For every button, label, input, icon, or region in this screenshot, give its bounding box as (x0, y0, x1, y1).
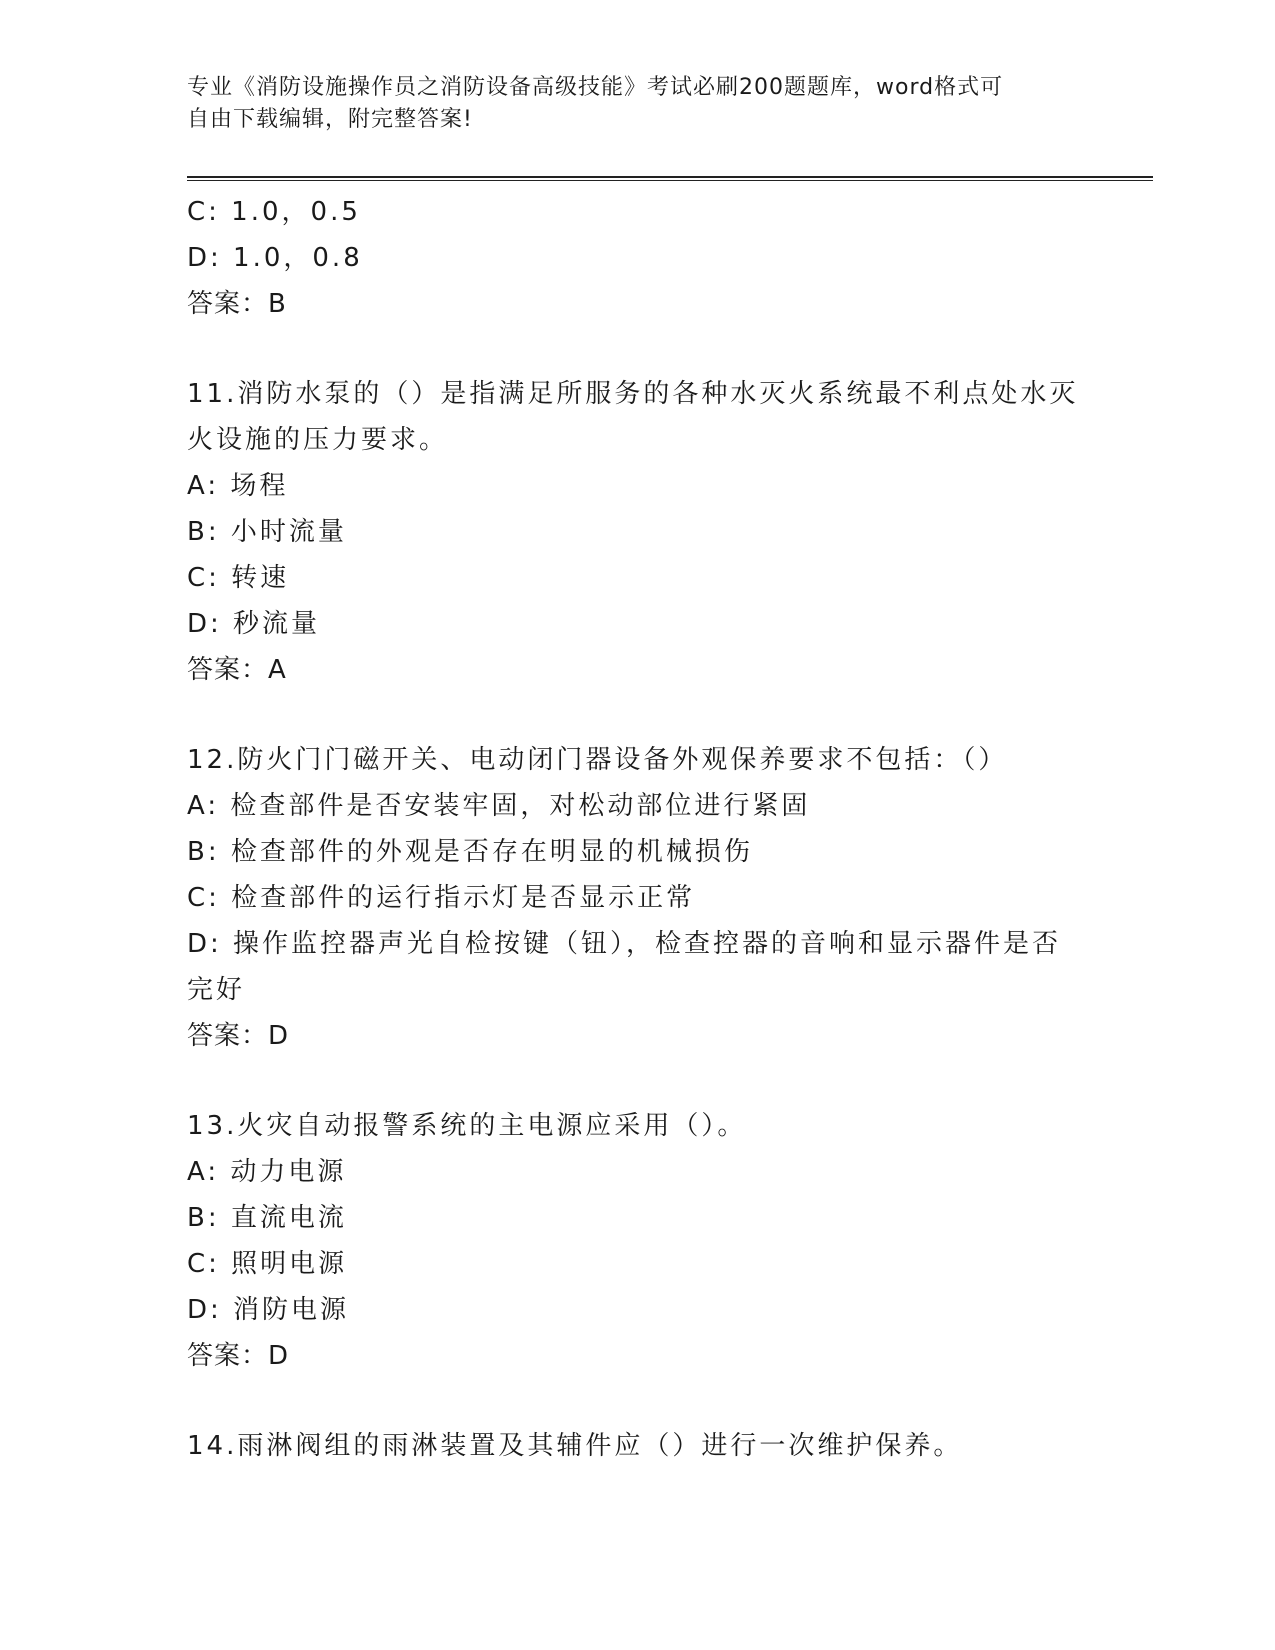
option-a: A: 动力电源 (187, 1157, 347, 1187)
option-a: A: 检查部件是否安装牢固，对松动部位进行紧固 (187, 791, 811, 821)
option-c: C: 照明电源 (187, 1249, 348, 1279)
question-list (187, 189, 1077, 1469)
question-11 (187, 371, 1077, 693)
question-stem: 14.雨淋阀组的雨淋装置及其辅件应（）进行一次维护保养。 (187, 1431, 963, 1461)
document-header (187, 72, 1087, 136)
header-divider (187, 176, 1153, 181)
option-d-continued: 完好 (187, 975, 246, 1005)
option-b: B: 小时流量 (187, 517, 347, 547)
question-stem: 13.火灾自动报警系统的主电源应采用（）。 (187, 1111, 747, 1141)
answer-label: 答案：B (187, 289, 287, 319)
option-d: D: 1.0，0.8 (187, 243, 363, 273)
answer-label: 答案：A (187, 655, 287, 685)
question-13 (187, 1103, 1077, 1379)
option-a: A: 场程 (187, 471, 289, 501)
option-c: C: 检查部件的运行指示灯是否显示正常 (187, 883, 696, 913)
previous-question-tail (187, 189, 1077, 327)
header-line-2: 自由下载编辑，附完整答案! (187, 107, 473, 132)
option-c: C: 转速 (187, 563, 290, 593)
question-14 (187, 1423, 1077, 1469)
header-line-1: 专业《消防设施操作员之消防设备高级技能》考试必刷200题题库，word格式可 (187, 75, 1004, 100)
option-d: D: 秒流量 (187, 609, 321, 639)
question-stem: 12.防火门门磁开关、电动闭门器设备外观保养要求不包括：（） (187, 745, 1008, 775)
option-d: D: 消防电源 (187, 1295, 350, 1325)
question-12 (187, 737, 1077, 1059)
option-d: D: 操作监控器声光自检按键（钮），检查控器的音响和显示器件是否 (187, 929, 1062, 959)
question-stem-continued: 火设施的压力要求。 (187, 425, 449, 455)
option-c: C: 1.0，0.5 (187, 197, 361, 227)
question-stem: 11.消防水泵的（）是指满足所服务的各种水灭火系统最不利点处水灭 (187, 379, 1079, 409)
option-b: B: 直流电流 (187, 1203, 347, 1233)
answer-label: 答案：D (187, 1021, 290, 1051)
answer-label: 答案：D (187, 1341, 290, 1371)
option-b: B: 检查部件的外观是否存在明显的机械损伤 (187, 837, 753, 867)
